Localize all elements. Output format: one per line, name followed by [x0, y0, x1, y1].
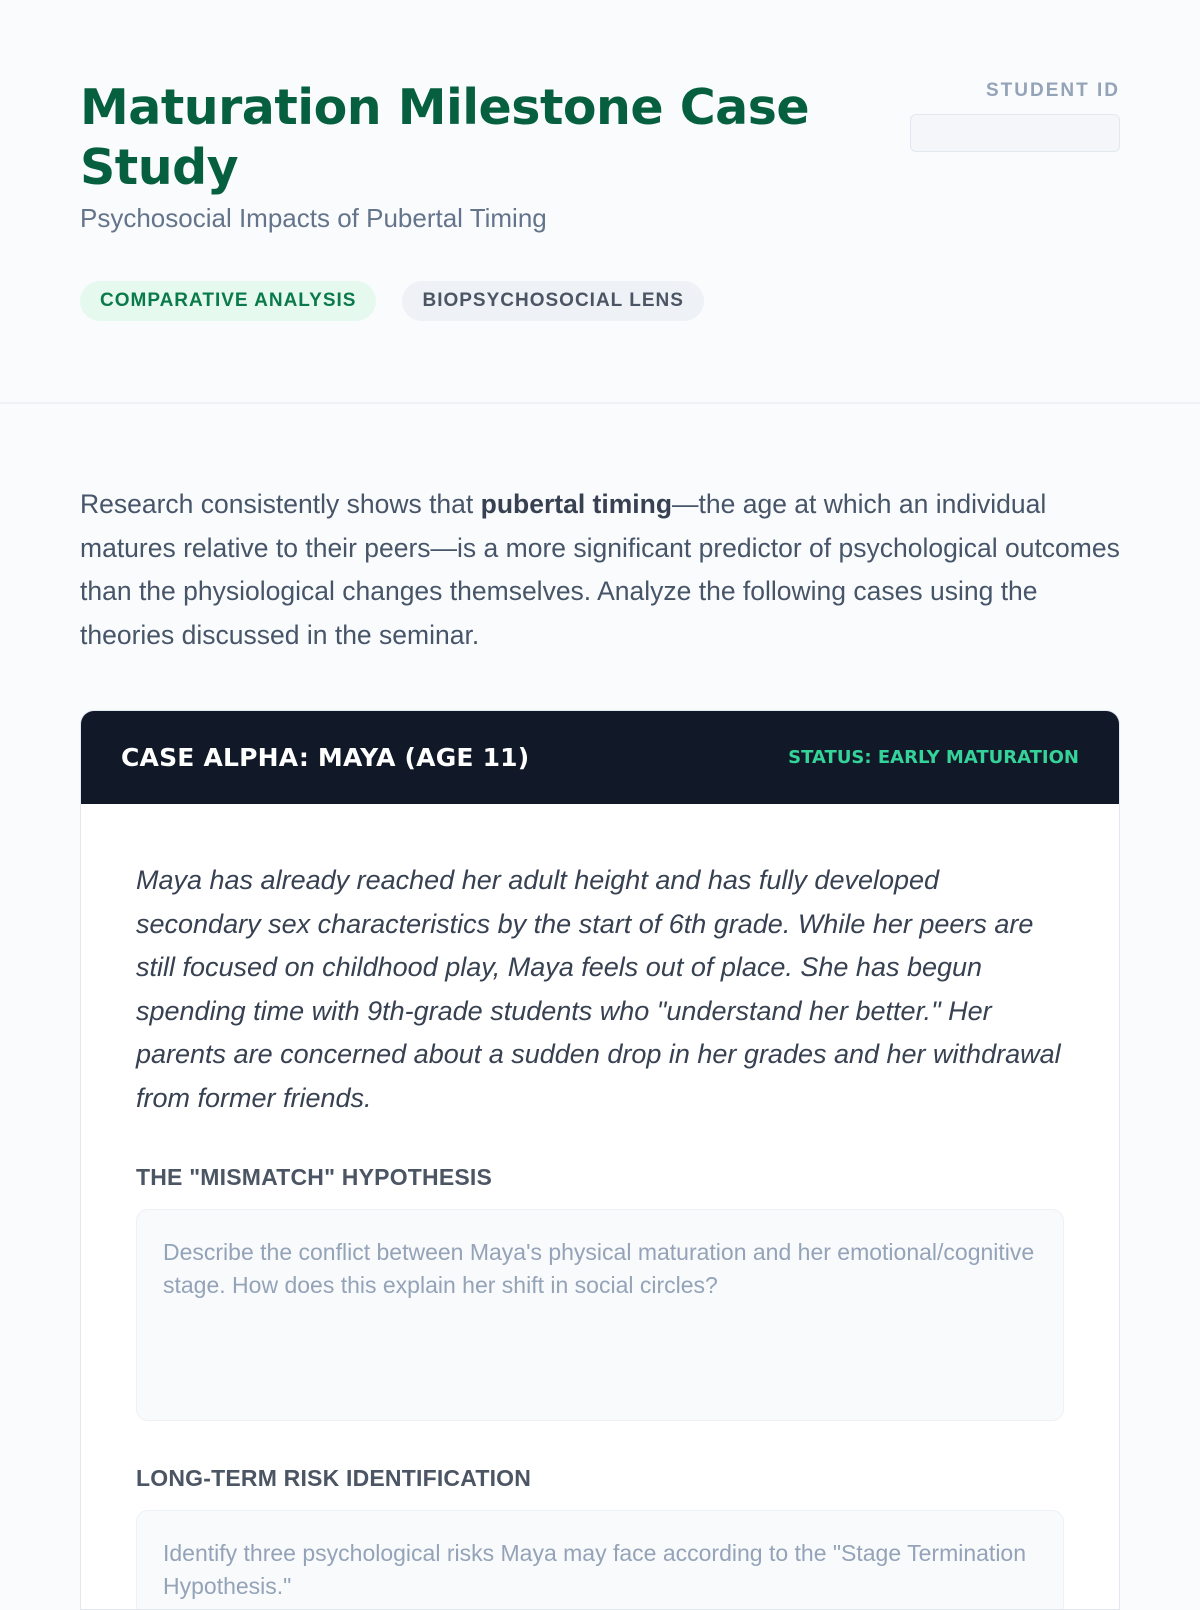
case-header: [81, 711, 1119, 804]
tag-list: [80, 281, 704, 321]
tag-comparative-analysis: COMPARATIVE ANALYSIS: [80, 281, 376, 321]
case-title: CASE ALPHA: MAYA (AGE 11): [121, 743, 530, 772]
page-subtitle: Psychosocial Impacts of Pubertal Timing: [80, 203, 547, 233]
mismatch-hypothesis-input[interactable]: [136, 1209, 1064, 1421]
case-status-badge: STATUS: EARLY MATURATION: [788, 747, 1079, 768]
intro-emphasis: pubertal timing: [480, 489, 673, 519]
student-id-input[interactable]: [910, 114, 1120, 152]
long-term-risk-input[interactable]: [136, 1510, 1064, 1610]
student-id-label: STUDENT ID: [986, 80, 1120, 101]
tag-biopsychosocial-lens: BIOPSYCHOSOCIAL LENS: [402, 281, 703, 321]
case-body: [81, 859, 1119, 1610]
intro-text-start: Research consistently shows that: [80, 489, 481, 519]
page-title: Maturation Milestone Case Study: [80, 79, 810, 196]
intro-paragraph: [80, 483, 1120, 657]
case-alpha-card: [80, 710, 1120, 1610]
case-scenario: Maya has already reached her adult height and has fully developed secondary sex characteristics by the start of 6th grade. While her peers are still focused on childhood play, Maya feels out of place. She has begun spending time with 9th-grade students who "understand her better." Her parents are concerned about a sudden drop in her grades and her withdrawal from former friends.: [136, 865, 1061, 1113]
intro-text-end: —the age at which an individual matures relative to their peers—is a more significant predictor of psychological outcomes than the physiological changes themselves. Analyze the following cases using the theories discussed in the seminar.: [80, 489, 1120, 650]
page-header: [0, 0, 1200, 404]
mismatch-hypothesis-label: THE "MISMATCH" HYPOTHESIS: [136, 1164, 493, 1190]
long-term-risk-label: LONG-TERM RISK IDENTIFICATION: [136, 1465, 532, 1491]
